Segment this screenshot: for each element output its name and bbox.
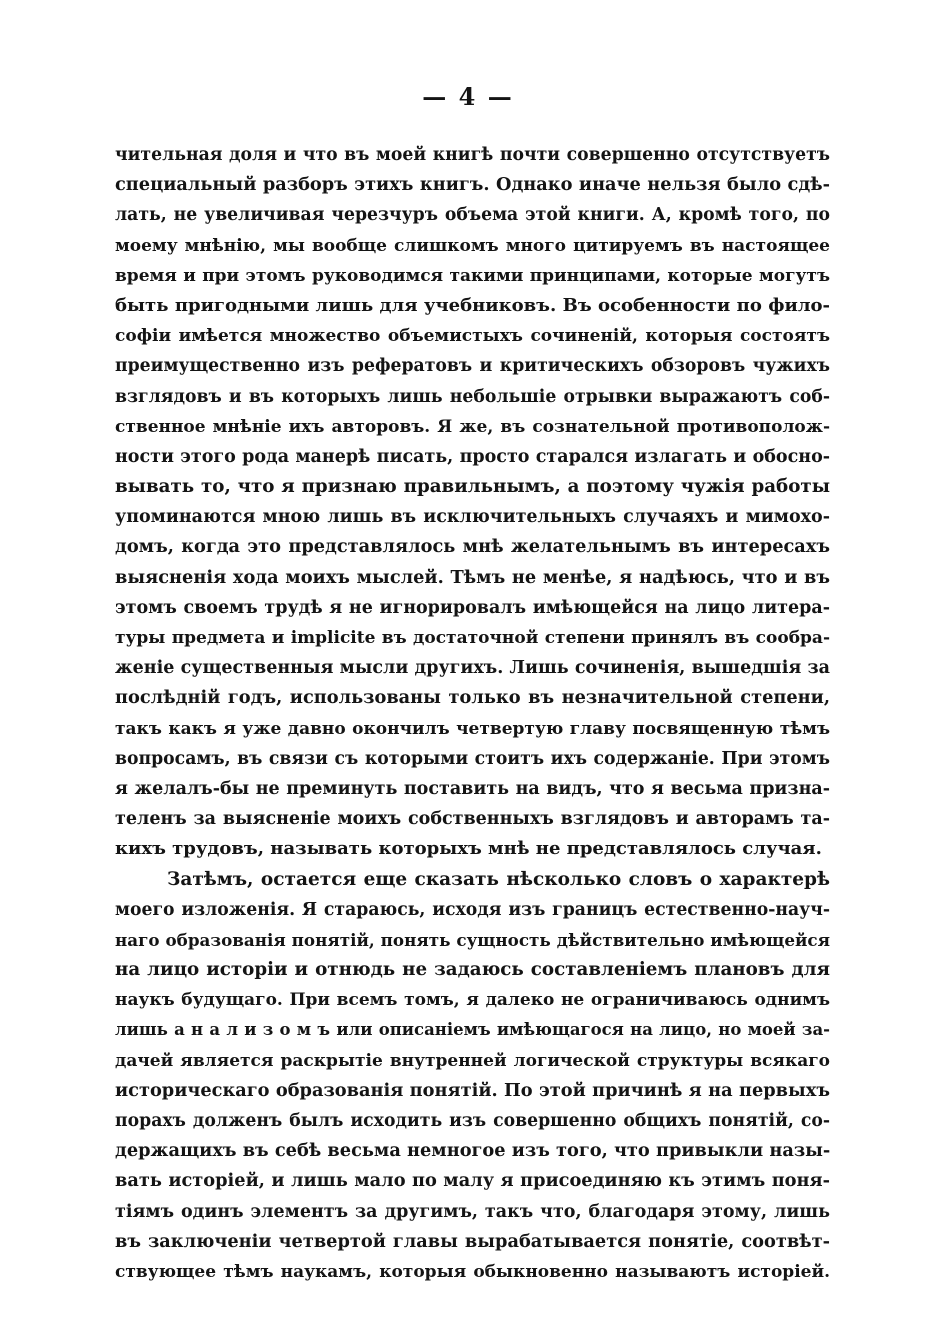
text-line: наго образованія понятій, понять сущность дѣйствительно имѣющейся	[115, 929, 830, 950]
text-line: вывать то, что я признаю правильнымъ, а поэтому чужія работы	[115, 476, 830, 498]
text-line: историческаго образованія понятій. По этой причинѣ я на первыхъ	[115, 1079, 830, 1101]
text-line: порахъ долженъ былъ исходить изъ совершенно общихъ понятій, со-	[115, 1111, 830, 1131]
text-line: туры предмета и implicite въ достаточной степени принялъ въ сообра-	[115, 628, 830, 648]
text-line: моего изложенія. Я стараюсь, исходя изъ границъ естественно-науч-	[115, 899, 830, 920]
text-line: на лицо исторіи и отнюдь не задаюсь составленіемъ плановъ для	[115, 959, 830, 981]
text-line: ствующее тѣмъ наукамъ, которыя обыкновенно называютъ исторіей.	[115, 1261, 830, 1282]
text-line: время и при этомъ руководимся такими принципами, которые могутъ	[115, 265, 830, 286]
text-line: лать, не увеличивая черезчуръ объема этой книги. А, кромѣ того, по	[115, 205, 830, 226]
text-line: держащихъ въ себѣ весьма немногое изъ того, что привыкли назы-	[115, 1140, 830, 1162]
body-text	[115, 140, 830, 1287]
text-line: ности этого рода манерѣ писать, просто старался излагать и обосно-	[115, 446, 830, 467]
text-line: софіи имѣется множество объемистыхъ сочиненій, которыя состоятъ	[115, 326, 830, 347]
paragraph-start-line: Затѣмъ, остается еще сказать нѣсколько словъ о характерѣ	[167, 868, 830, 890]
text-line: теленъ за выясненіе моихъ собственныхъ взглядовъ и авторамъ та-	[115, 809, 830, 830]
text-line: дачей является раскрытіе внутренней логической структуры всякаго	[115, 1050, 830, 1071]
text-line: преимущественно изъ рефератовъ и критическихъ обзоровъ чужихъ	[115, 356, 830, 377]
text-line: выясненія хода моихъ мыслей. Тѣмъ не менѣе, я надѣюсь, что и въ	[115, 566, 830, 588]
text-line: специальный разборъ этихъ книгъ. Однако иначе нельзя было сдѣ-	[115, 174, 830, 196]
text-line: вать исторіей, и лишь мало по малу я присоединяю къ этимъ поня-	[115, 1170, 830, 1192]
text-line: въ заключеніи четвертой главы вырабатывается понятіе, соотвѣт-	[115, 1230, 830, 1252]
text-line: такъ какъ я уже давно окончилъ четвертую главу посвященную тѣмъ	[115, 718, 830, 739]
text-line: моему мнѣнію, мы вообще слишкомъ много цитируемъ въ настоящее	[115, 235, 830, 256]
paragraph-end-line: кихъ трудовъ, называть которыхъ мнѣ не представлялось случая.	[115, 838, 822, 860]
text-line: ственное мнѣніе ихъ авторовъ. Я же, въ сознательной противополож-	[115, 416, 830, 437]
text-line: этомъ своемъ трудѣ я не игнорировалъ имѣющейся на лицо литера-	[115, 597, 830, 618]
text-line: наукъ будущаго. При всемъ томъ, я далеко не ограничиваюсь однимъ	[115, 990, 830, 1011]
text-line: женіе существенныя мысли другихъ. Лишь сочиненія, вышедшія за	[115, 658, 830, 679]
text-line: чительная доля и что въ моей книгѣ почти совершенно отсутствуетъ	[115, 145, 830, 165]
text-line: быть пригодными лишь для учебниковъ. Въ особенности по фило-	[115, 294, 830, 316]
text-line: тіямъ одинъ элементъ за другимъ, такъ что, благодаря этому, лишь	[115, 1201, 830, 1222]
text-line: взглядовъ и въ которыхъ лишь небольшіе отрывки выражаютъ соб-	[115, 386, 830, 407]
text-line: упоминаются мною лишь въ исключительныхъ случаяхъ и мимохо-	[115, 507, 830, 528]
text-line: послѣдній годъ, использованы только въ незначительной степени,	[115, 687, 830, 709]
text-line: вопросамъ, въ связи съ которыми стоитъ ихъ содержаніе. При этомъ	[115, 748, 830, 769]
text-line: лишь а н а л и з о м ъ или описаніемъ имѣющагося на лицо, но моей за-	[115, 1020, 830, 1040]
text-line: я желалъ-бы не преминуть поставить на видъ, что я весьма призна-	[115, 778, 830, 799]
page-number: — 4 —	[422, 82, 514, 111]
text-line: домъ, когда это представлялось мнѣ желательнымъ въ интересахъ	[115, 536, 830, 558]
